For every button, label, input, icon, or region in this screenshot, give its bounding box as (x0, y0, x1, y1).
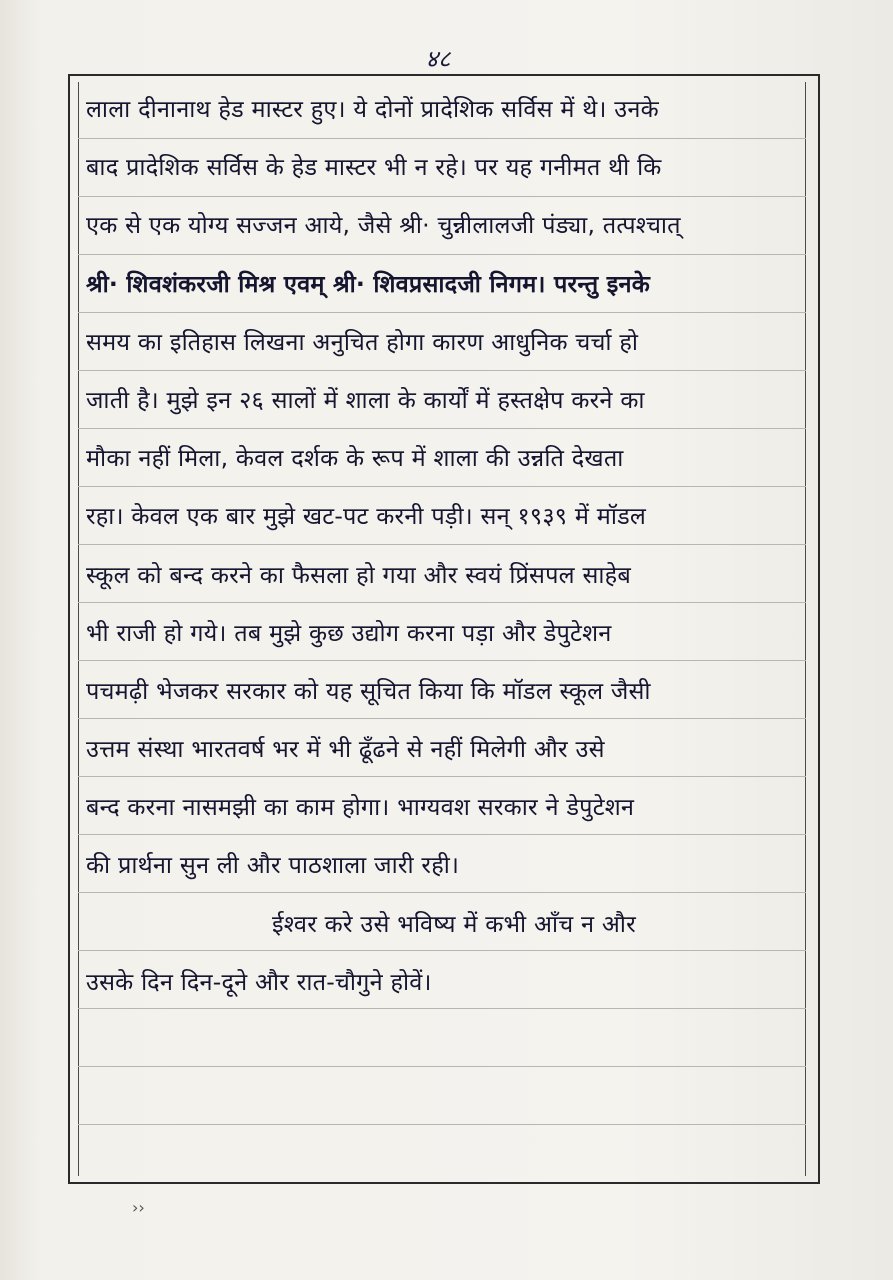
text-line: मौका नहीं मिला, केवल दर्शक के रूप में शाला की उन्नति देखता (86, 444, 624, 473)
ruled-line (78, 1124, 806, 1125)
text-line: स्कूल को बन्द करने का फैसला हो गया और स्वयं प्रिंसपल साहेब (86, 560, 631, 589)
text-line: रहा। केवल एक बार मुझे खट-पट करनी पड़ी। सन् १९३९ में मॉडल (86, 502, 647, 531)
page-number: ४८ (425, 45, 451, 73)
ruled-line (78, 1066, 806, 1067)
text-line: ईश्वर करे उसे भविष्य में कभी आँच न और (272, 909, 636, 938)
text-line: उसके दिन दिन-दूने और रात-चौगुने होवें। (86, 967, 432, 996)
text-line: समय का इतिहास लिखना अनुचित होगा कारण आधुनिक चर्चा हो (86, 327, 639, 356)
text-line: बन्द करना नासमझी का काम होगा। भाग्यवश सरकार ने डेपुटेशन (86, 793, 635, 822)
text-line: श्री· शिवशंकरजी मिश्र एवम् श्री· शिवप्रसादजी निगम। परन्तु इनके (86, 269, 650, 298)
text-line: लाला दीनानाथ हेड मास्टर हुए। ये दोनों प्रादेशिक सर्विस में थे। उनके (86, 95, 659, 123)
text-line: की प्रार्थना सुन ली और पाठशाला जारी रही। (86, 851, 460, 880)
text-line: भी राजी हो गये। तब मुझे कुछ उद्योग करना पड़ा और डेपुटेशन (86, 618, 612, 647)
text-line: जाती है। मुझे इन २६ सालों में शाला के कार्यों में हस्तक्षेप करने का (86, 385, 645, 414)
corner-mark: ›› (132, 1198, 145, 1217)
text-line: एक से एक योग्य सज्जन आये, जैसे श्री· चुन्नीलालजी पंड्या, तत्पश्चात् (86, 211, 681, 240)
text-line: बाद प्रादेशिक सर्विस के हेड मास्टर भी न रहे। पर यह गनीमत थी कि (86, 153, 662, 182)
handwritten-text (86, 80, 806, 1011)
text-line: उत्तम संस्था भारतवर्ष भर में भी ढूँढने से नहीं मिलेगी और उसे (86, 735, 605, 764)
text-line: पचमढ़ी भेजकर सरकार को यह सूचित किया कि मॉडल स्कूल जैसी (86, 676, 651, 705)
